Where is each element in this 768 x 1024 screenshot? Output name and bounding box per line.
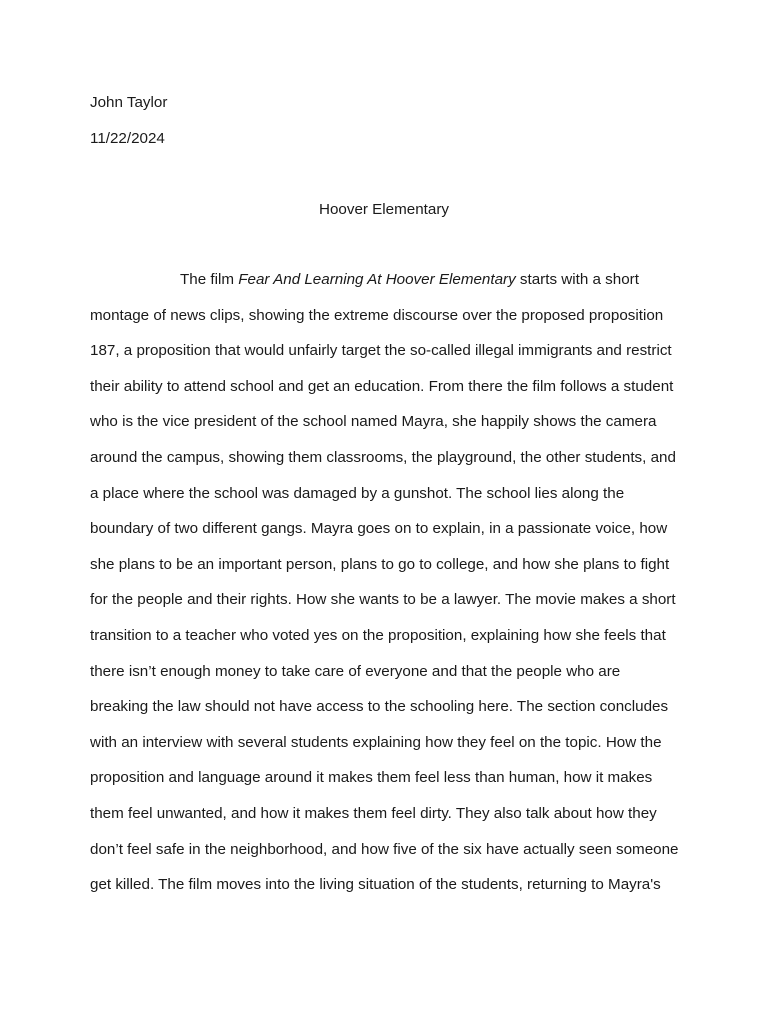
paragraph-line [90, 262, 690, 298]
paragraph-line: their ability to attend school and get an education. From there the film follows a student [90, 377, 674, 395]
paragraph-line: proposition and language around it makes them feel less than human, how it makes [90, 769, 653, 787]
document-title: Hoover Elementary [319, 201, 449, 218]
paragraph-line: there isn’t enough money to take care of everyone and that the people who are [90, 662, 621, 680]
paragraph-line: for the people and their rights. How she wants to be a lawyer. The movie makes a short [90, 591, 676, 609]
paragraph-line: around the campus, showing them classrooms, the playground, the other students, and [90, 448, 676, 466]
paragraph-line: who is the vice president of the school named Mayra, she happily shows the camera [90, 413, 657, 431]
paragraph-line: transition to a teacher who voted yes on the proposition, explaining how she feels that [90, 626, 666, 644]
paragraph-line: get killed. The film moves into the living situation of the students, returning to Mayra's [90, 876, 661, 894]
paragraph-line: a place where the school was damaged by a gunshot. The school lies along the [90, 484, 625, 502]
paragraph-line: she plans to be an important person, plans to go to college, and how she plans to fight [90, 555, 670, 573]
paragraph-line: montage of news clips, showing the extreme discourse over the proposed proposition [90, 306, 664, 324]
paragraph-line: them feel unwanted, and how it makes them feel dirty. They also talk about how they [90, 804, 657, 822]
paragraph-text: starts with a short [515, 271, 639, 288]
paragraph-line: boundary of two different gangs. Mayra goes on to explain, in a passionate voice, how [90, 520, 668, 538]
paragraph-text: The film [180, 271, 239, 288]
paragraph-line: don’t feel safe in the neighborhood, and how five of the six have actually seen someone [90, 840, 679, 858]
document-date: 11/22/2024 [90, 130, 165, 147]
paragraph-line: with an interview with several students explaining how they feel on the topic. How the [90, 733, 662, 751]
paragraph-line: breaking the law should not have access to the schooling here. The section concludes [90, 698, 669, 716]
paragraph-line: 187, a proposition that would unfairly target the so-called illegal immigrants and restrict [90, 342, 672, 360]
film-title: Fear And Learning At Hoover Elementary [238, 271, 516, 288]
body-paragraph [90, 262, 690, 903]
author-name: John Taylor [90, 94, 168, 111]
